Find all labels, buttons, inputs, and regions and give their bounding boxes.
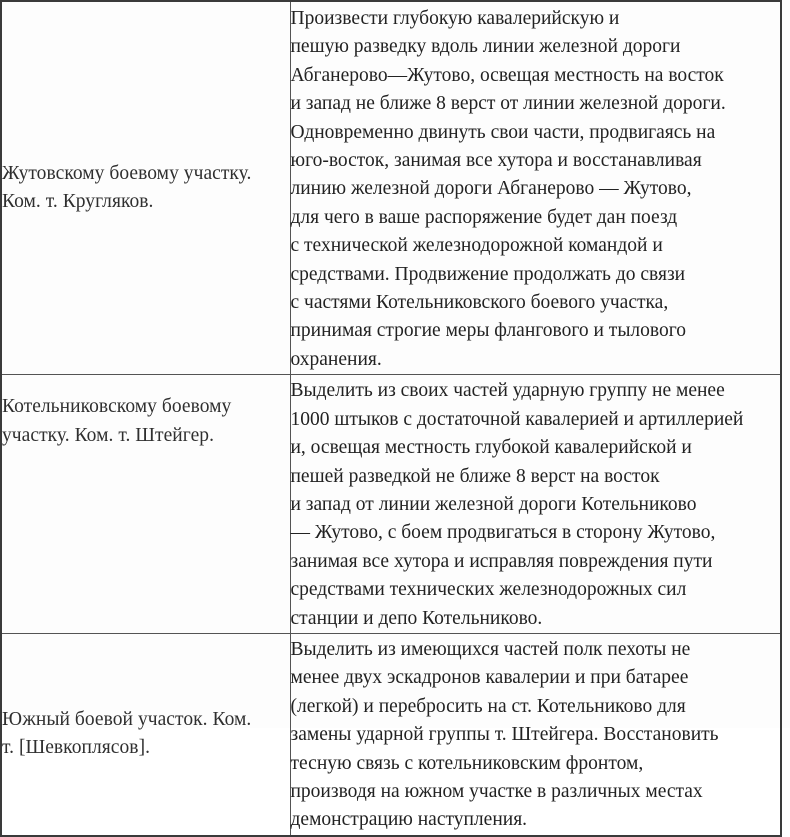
order-cell <box>290 375 781 634</box>
order-line: занимая все хутора и исправляя повреждения пути <box>290 550 713 572</box>
order-line: принимая строгие меры флангового и тылового <box>290 320 686 342</box>
order-line: демонстрацию наступления. <box>290 809 528 831</box>
order-line: пешую разведку вдоль линии железной дороги <box>290 36 681 58</box>
order-line: станции и депо Котельниково. <box>290 607 543 629</box>
order-line: с технической железнодорожной командой и <box>290 235 663 257</box>
addressee-line: участку. Ком. т. Штейгер. <box>2 424 214 446</box>
table-row <box>1 633 781 835</box>
order-line: менее двух эскадронов кавалерии и при батарее <box>290 667 689 689</box>
order-line: Выделить из своих частей ударную группу не менее <box>290 380 725 402</box>
addressee-cell <box>1 633 290 835</box>
order-line: и, освещая местность глубокой кавалерийской и <box>290 437 692 459</box>
order-line: охранения. <box>290 348 382 370</box>
order-line: пешей разведкой не ближе 8 верст на восток <box>290 465 660 487</box>
table-row <box>1 375 781 634</box>
order-line: для чего в ваше распоряжение будет дан поезд <box>290 206 678 228</box>
order-line: средствами. Продвижение продолжать до связи <box>290 263 686 285</box>
order-line: Абганерово—Жутово, освещая местность на восток <box>290 64 724 86</box>
addressee-cell <box>1 375 290 634</box>
order-line: и запад от линии железной дороги Котельниково <box>290 493 697 515</box>
order-line: юго-восток, занимая все хутора и восстанавливая <box>290 150 702 172</box>
order-line: с частями Котельниковского боевого участка, <box>290 292 669 314</box>
addressee-line: т. [Шевкоплясов]. <box>2 737 151 759</box>
order-line: (легкой) и перебросить на ст. Котельниково для <box>290 695 686 717</box>
order-line: производя на южном участке в различных местах <box>290 780 703 802</box>
order-line: 1000 штыков с достаточной кавалерией и артиллерией <box>290 408 744 430</box>
order-line: средствами технических железнодорожных сил <box>290 579 687 601</box>
order-line: Произвести глубокую кавалерийскую и <box>290 8 620 29</box>
addressee-cell <box>1 1 290 375</box>
table-row <box>1 1 781 375</box>
order-line: Одновременно двинуть свои части, продвигаясь на <box>290 121 716 143</box>
order-line: замены ударной группы т. Штейгера. Восстановить <box>290 724 719 746</box>
order-line: тесную связь с котельниковским фронтом, <box>290 752 644 774</box>
order-line: — Жутово, с боем продвигаться в сторону Жутово, <box>290 522 716 544</box>
order-line: и запад не ближе 8 верст от линии железной дороги. <box>290 93 726 115</box>
orders-table-body <box>1 1 781 836</box>
addressee-line: Южный боевой участок. Ком. <box>2 708 252 730</box>
order-cell <box>290 1 781 375</box>
addressee-line: Жутовскому боевому участку. <box>2 162 252 184</box>
addressee-line: Ком. т. Кругляков. <box>2 191 154 213</box>
order-cell <box>290 633 781 835</box>
order-line: линию железной дороги Абганерово — Жутово, <box>290 178 692 200</box>
addressee-line: Котельниковскому боевому <box>2 396 232 418</box>
order-line: Выделить из имеющихся частей полк пехоты не <box>290 638 691 660</box>
